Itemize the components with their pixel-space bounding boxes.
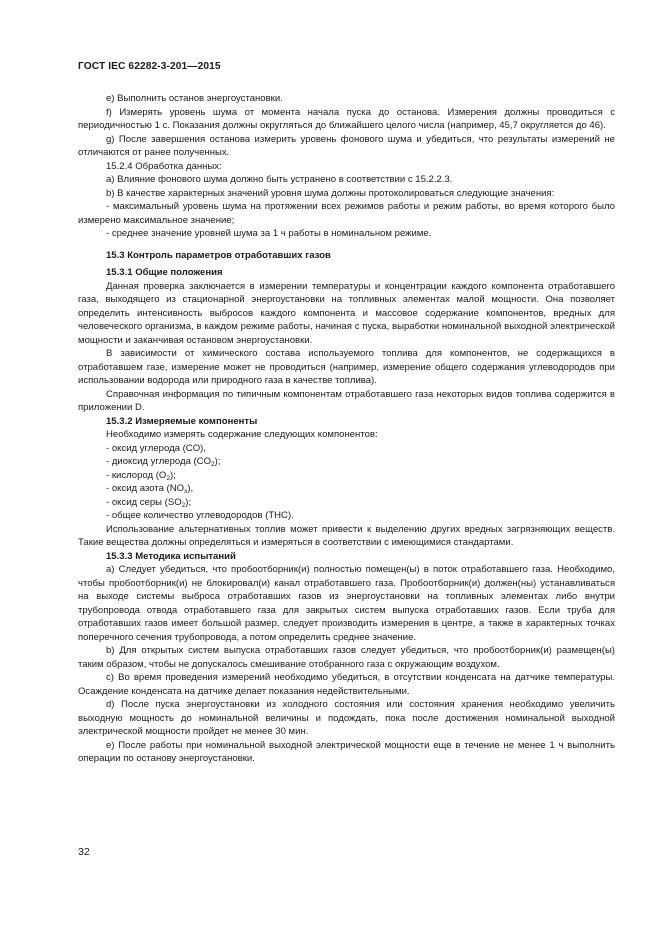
paragraph: c) Во время проведения измерений необходимо убедиться, в отсутствии конденсата на датчике температуры. Осаждение конденсата на датчике делает показания недействительными. bbox=[78, 672, 615, 697]
paragraph: f) Измерять уровень шума от момента начала пуска до останова. Измерения должны проводиться с периодичностью 1 с. Показания должны округляться до ближайшего целого числа (например, 45,7 округляется до 46). bbox=[78, 106, 615, 131]
paragraph: a) Влияние фонового шума должно быть устранено в соответствии с 15.2.2.3. bbox=[106, 174, 453, 185]
paragraph: - оксид углерода (CO), bbox=[106, 442, 206, 454]
paragraph: e) После работы при номинальной выходной электрической мощности еще в течение не менее 1 ч выполнить операции по останову энергоустановки. bbox=[78, 739, 615, 764]
paragraph: a) Следует убедиться, что пробоотборник(и) полностью помещен(ы) в поток отработавшего газа. Необходимо, чтобы пробоотборник(и) не блокировал(и) канал отработавшего газа. Пробоотборник(и) должен(ны) устанавливаться на выходе системы выброса отработавших газов из энергоустановки на топливных элементах либо внутри трубопровода отвода отработавшего газа для закрытых систем выпуска отработавших газов. Если труба для отработавших газов имеет большой размер, следует производить измерения в центре, а также в характерных точках поперечного сечения трубопровода, а потом определить среднее значение. bbox=[78, 564, 615, 643]
section-heading: 15.3.3 Методика испытаний bbox=[106, 550, 236, 562]
paragraph: 15.2.4 Обработка данных: bbox=[106, 160, 222, 172]
section-heading: 15.3 Контроль параметров отработавших газов bbox=[106, 249, 331, 261]
paragraph: - оксид серы $(SO_2)$; bbox=[106, 496, 192, 509]
section-heading: 15.3.2 Измеряемые компоненты bbox=[106, 415, 258, 427]
paragraph: - кислород $(O_2)$; bbox=[106, 469, 176, 482]
paragraph: g) После завершения останова измерить уровень фонового шума и убедиться, что результаты измерений не отличаются от ранее полученных. bbox=[78, 133, 615, 158]
paragraph: Использование альтернативных топлив может привести к выделению других вредных загрязняющих веществ. Такие вещества должны определяться и измеряться в соответствии с имеющимися стандартами. bbox=[78, 523, 615, 548]
paragraph: e) Выполнить останов энергоустановки. bbox=[106, 93, 283, 104]
page-number: 32 bbox=[78, 846, 90, 858]
paragraph: - максимальный уровень шума на протяжении всех режимов работы и режим работы, во время которого было измерено максимальное значение; bbox=[78, 201, 615, 226]
paragraph: - среднее значение уровней шума за 1 ч работы в номинальном режиме. bbox=[106, 228, 432, 239]
document-body bbox=[78, 92, 615, 766]
paragraph: d) После пуска энергоустановки из холодного состояния или состояния хранения необходимо увеличить выходную мощность до номинальной величины и подождать, пока после достижения номинальной выходной электрической мощности пройдет не менее 30 мин. bbox=[78, 699, 615, 737]
paragraph: Необходимо измерять содержание следующих компонентов: bbox=[106, 429, 378, 440]
paragraph: Справочная информация по типичным компонентам отработавшего газа некоторых видов топлива содержится в приложении D. bbox=[78, 388, 615, 413]
section-heading: 15.3.1 Общие положения bbox=[106, 267, 223, 278]
paragraph: Данная проверка заключается в измерении температуры и концентрации каждого компонента отработавшего газа, выходящего из стационарной энергоустановки на топливных элементах малой мощности. Она позволяет определить интенсивность выбросов каждого компонента и массовое содержание компонентов, вредных для человеческого организма, в каждом режиме работы, начиная с пуска, выработки номинальной выходной электрической мощности и заканчивая остановом энергоустановки. bbox=[78, 280, 615, 346]
paragraph: - диоксид углерода $(CO_2)$; bbox=[106, 456, 221, 468]
paragraph: - оксид азота $(NO_x)$, bbox=[106, 483, 194, 495]
paragraph: b) Для открытых систем выпуска отработавших газов следует убедиться, что пробоотборник(и) размещен(ы) таким образом, чтобы не допускалось смешивание отобранного газа с окружающим воздухом. bbox=[78, 645, 615, 670]
paragraph: b) В качестве характерных значений уровня шума должны протоколироваться следующие значения: bbox=[106, 187, 555, 199]
paragraph: - общее количество углеводородов (THC). bbox=[106, 510, 294, 521]
paragraph: В зависимости от химического состава используемого топлива для компонентов, не содержащихся в отработавшем газе, измерение может не проводиться (например, измерение общего содержания углеводородов при использовании водорода или природного газа в качестве топлива). bbox=[78, 348, 615, 386]
document-header: ГОСТ IEC 62282-3-201—2015 bbox=[78, 61, 221, 72]
